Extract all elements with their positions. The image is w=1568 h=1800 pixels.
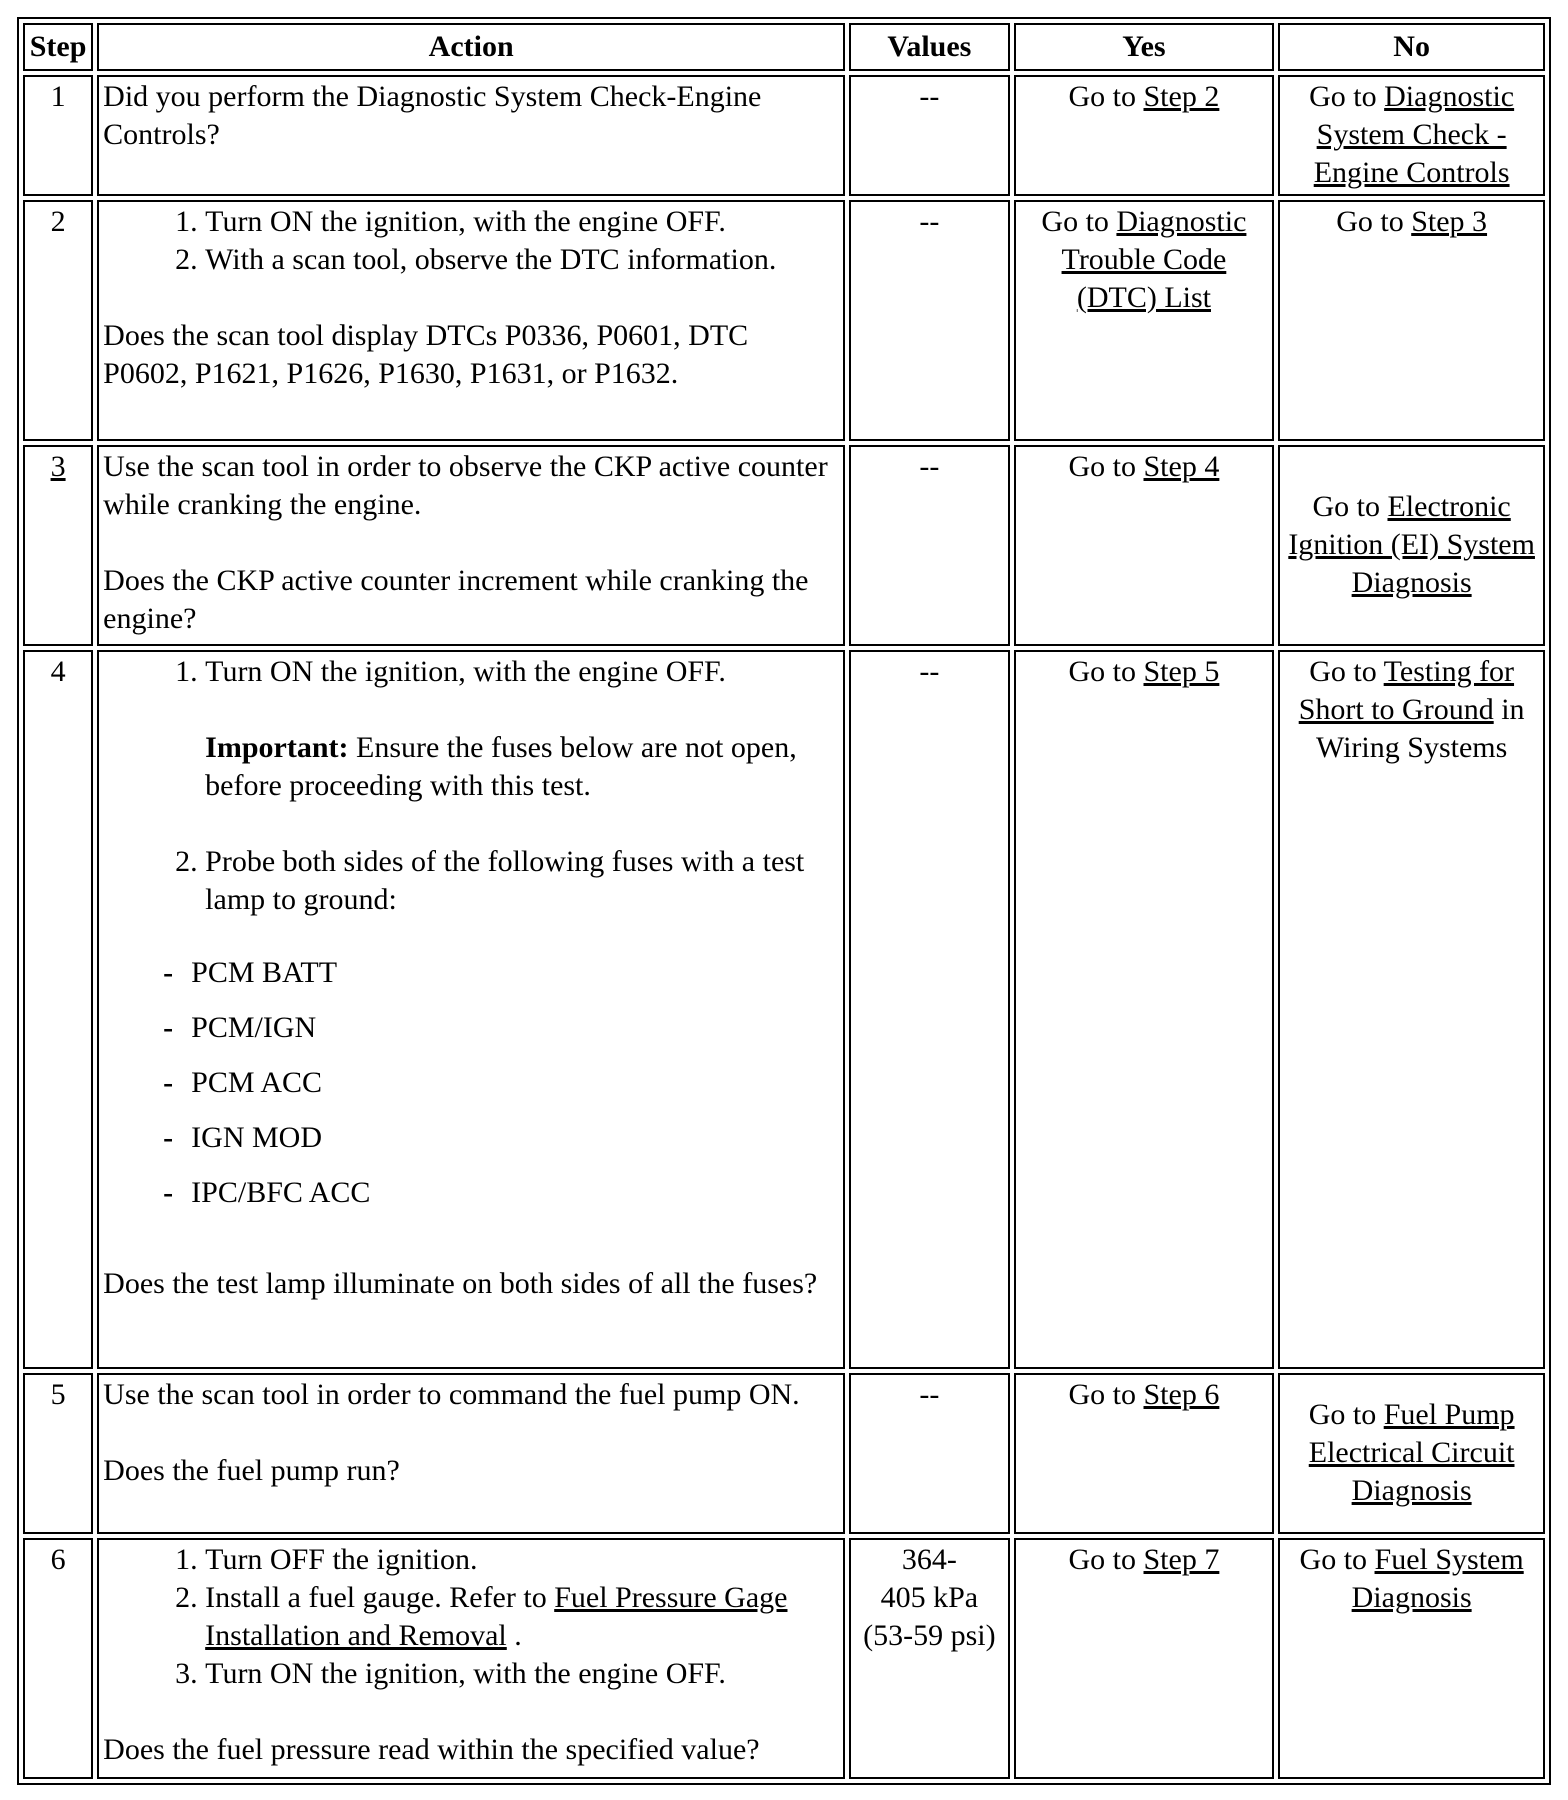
action-step-text: Turn ON the ignition, with the engine OFF. (205, 654, 726, 688)
step-number-link[interactable]: 3 (23, 445, 93, 646)
yes-prefix: Go to (1068, 449, 1144, 483)
no-cell (1278, 200, 1545, 441)
yes-link[interactable]: Step 4 (1143, 449, 1220, 483)
yes-cell (1014, 445, 1275, 646)
action-step: 3. Turn ON the ignition, with the engine OFF. (205, 1655, 839, 1693)
no-link[interactable]: Testing for Short to Ground (1298, 654, 1515, 726)
table-row (23, 1538, 1545, 1779)
action-cell (97, 75, 845, 196)
no-link[interactable]: Electronic Ignition (EI) System Diagnosis (1288, 490, 1535, 600)
action-cell (97, 650, 845, 1369)
fuse-item: - IGN MOD (163, 1119, 839, 1157)
yes-cell (1014, 650, 1275, 1369)
yes-cell (1014, 1538, 1275, 1779)
yes-prefix: Go to (1068, 1378, 1144, 1412)
action-cell (97, 200, 845, 441)
no-link[interactable]: Fuel Pump Electrical Circuit Diagnosis (1308, 1398, 1515, 1508)
no-suffix: in Wiring Systems (1315, 692, 1525, 764)
no-link[interactable]: Diagnostic System Check - Engine Controls (1313, 80, 1515, 190)
values-cell: -- (849, 650, 1009, 1369)
fuse-item: - PCM/IGN (163, 1009, 839, 1047)
value-line: 405 kPa (880, 1580, 979, 1614)
step-number: 2 (23, 200, 93, 441)
action-question: Does the fuel pump run? (103, 1454, 400, 1488)
action-step (205, 1579, 839, 1655)
action-cell (97, 445, 845, 646)
step-number: 1 (23, 75, 93, 196)
action-cell (97, 1538, 845, 1779)
yes-cell (1014, 200, 1275, 441)
no-prefix: Go to (1299, 1542, 1375, 1576)
yes-link[interactable]: Step 6 (1143, 1378, 1220, 1412)
value-line: (53-59 psi) (863, 1618, 996, 1652)
fuel-gage-link[interactable]: Fuel Pressure Gage Installation and Removal (205, 1580, 788, 1652)
yes-prefix: Go to (1068, 654, 1144, 688)
no-prefix: Go to (1309, 80, 1385, 114)
values-cell (849, 1538, 1009, 1779)
no-cell (1278, 1373, 1545, 1534)
diagnostic-table (17, 17, 1551, 1785)
step-number: 4 (23, 650, 93, 1369)
no-cell (1278, 445, 1545, 646)
no-prefix: Go to (1309, 654, 1384, 688)
important-note (205, 729, 839, 805)
action-step (205, 843, 839, 919)
action-step: 1. Turn ON the ignition, with the engine OFF. (205, 203, 839, 241)
no-cell (1278, 75, 1545, 196)
header-yes: Yes (1014, 23, 1275, 71)
table-row (23, 200, 1545, 441)
no-prefix: Go to (1312, 490, 1388, 524)
important-label: Important: (205, 730, 349, 764)
important-text: Ensure the fuses below are not open, before proceeding with this test. (205, 730, 797, 802)
action-question: Did you perform the Diagnostic System Check-Engine Controls? (103, 80, 762, 152)
action-question: Does the test lamp illuminate on both sides of all the fuses? (103, 1266, 818, 1300)
action-instruction: Use the scan tool in order to command the fuel pump ON. (103, 1378, 800, 1412)
values-cell: -- (849, 75, 1009, 196)
fuse-item: - PCM BATT (163, 954, 839, 992)
action-steps (103, 1541, 839, 1693)
yes-link[interactable]: Step 7 (1143, 1542, 1220, 1576)
fuse-item: - IPC/BFC ACC (163, 1174, 839, 1212)
header-no: No (1278, 23, 1545, 71)
no-cell (1278, 650, 1545, 1369)
header-step: Step (23, 23, 93, 71)
yes-link[interactable]: Diagnostic Trouble Code (DTC) List (1061, 204, 1247, 314)
action-step-end: . (506, 1618, 522, 1652)
header-values: Values (849, 23, 1009, 71)
action-step-text: Probe both sides of the following fuses with a test lamp to ground: (205, 844, 805, 916)
table-row (23, 75, 1545, 196)
no-prefix: Go to (1308, 1398, 1384, 1432)
table-row (23, 445, 1545, 646)
action-step: 2. With a scan tool, observe the DTC information. (205, 241, 839, 279)
yes-prefix: Go to (1041, 204, 1117, 238)
yes-cell (1014, 75, 1275, 196)
table-row (23, 650, 1545, 1369)
action-step-text: Install a fuel gauge. Refer to (205, 1580, 555, 1614)
action-steps (103, 653, 839, 919)
no-cell (1278, 1538, 1545, 1779)
header-row (23, 23, 1545, 71)
fuse-list (103, 954, 839, 1212)
action-question: Does the CKP active counter increment while cranking the engine? (103, 563, 809, 635)
action-question: Does the scan tool display DTCs P0336, P0601, DTC P0602, P1621, P1626, P1630, P1631, or P1632. (103, 318, 749, 390)
no-link[interactable]: Step 3 (1411, 204, 1488, 238)
step-number: 5 (23, 1373, 93, 1534)
action-step (205, 653, 839, 843)
diagnostic-table-container (17, 17, 1551, 1785)
no-prefix: Go to (1336, 204, 1412, 238)
yes-link[interactable]: Step 5 (1143, 654, 1220, 688)
values-cell: -- (849, 200, 1009, 441)
yes-prefix: Go to (1068, 80, 1144, 114)
values-cell: -- (849, 445, 1009, 646)
fuse-item: - PCM ACC (163, 1064, 839, 1102)
yes-prefix: Go to (1068, 1542, 1144, 1576)
yes-link[interactable]: Step 2 (1143, 80, 1220, 114)
action-step: 1. Turn OFF the ignition. (205, 1541, 839, 1579)
value-line: 364- (901, 1542, 957, 1576)
action-cell (97, 1373, 845, 1534)
no-link[interactable]: Fuel System Diagnosis (1351, 1542, 1524, 1614)
header-action: Action (97, 23, 845, 71)
yes-cell (1014, 1373, 1275, 1534)
table-row (23, 1373, 1545, 1534)
action-instruction: Use the scan tool in order to observe the CKP active counter while cranking the engine. (103, 449, 828, 521)
action-question: Does the fuel pressure read within the specified value? (103, 1732, 760, 1766)
step-number: 6 (23, 1538, 93, 1779)
action-steps (103, 203, 839, 279)
values-cell: -- (849, 1373, 1009, 1534)
